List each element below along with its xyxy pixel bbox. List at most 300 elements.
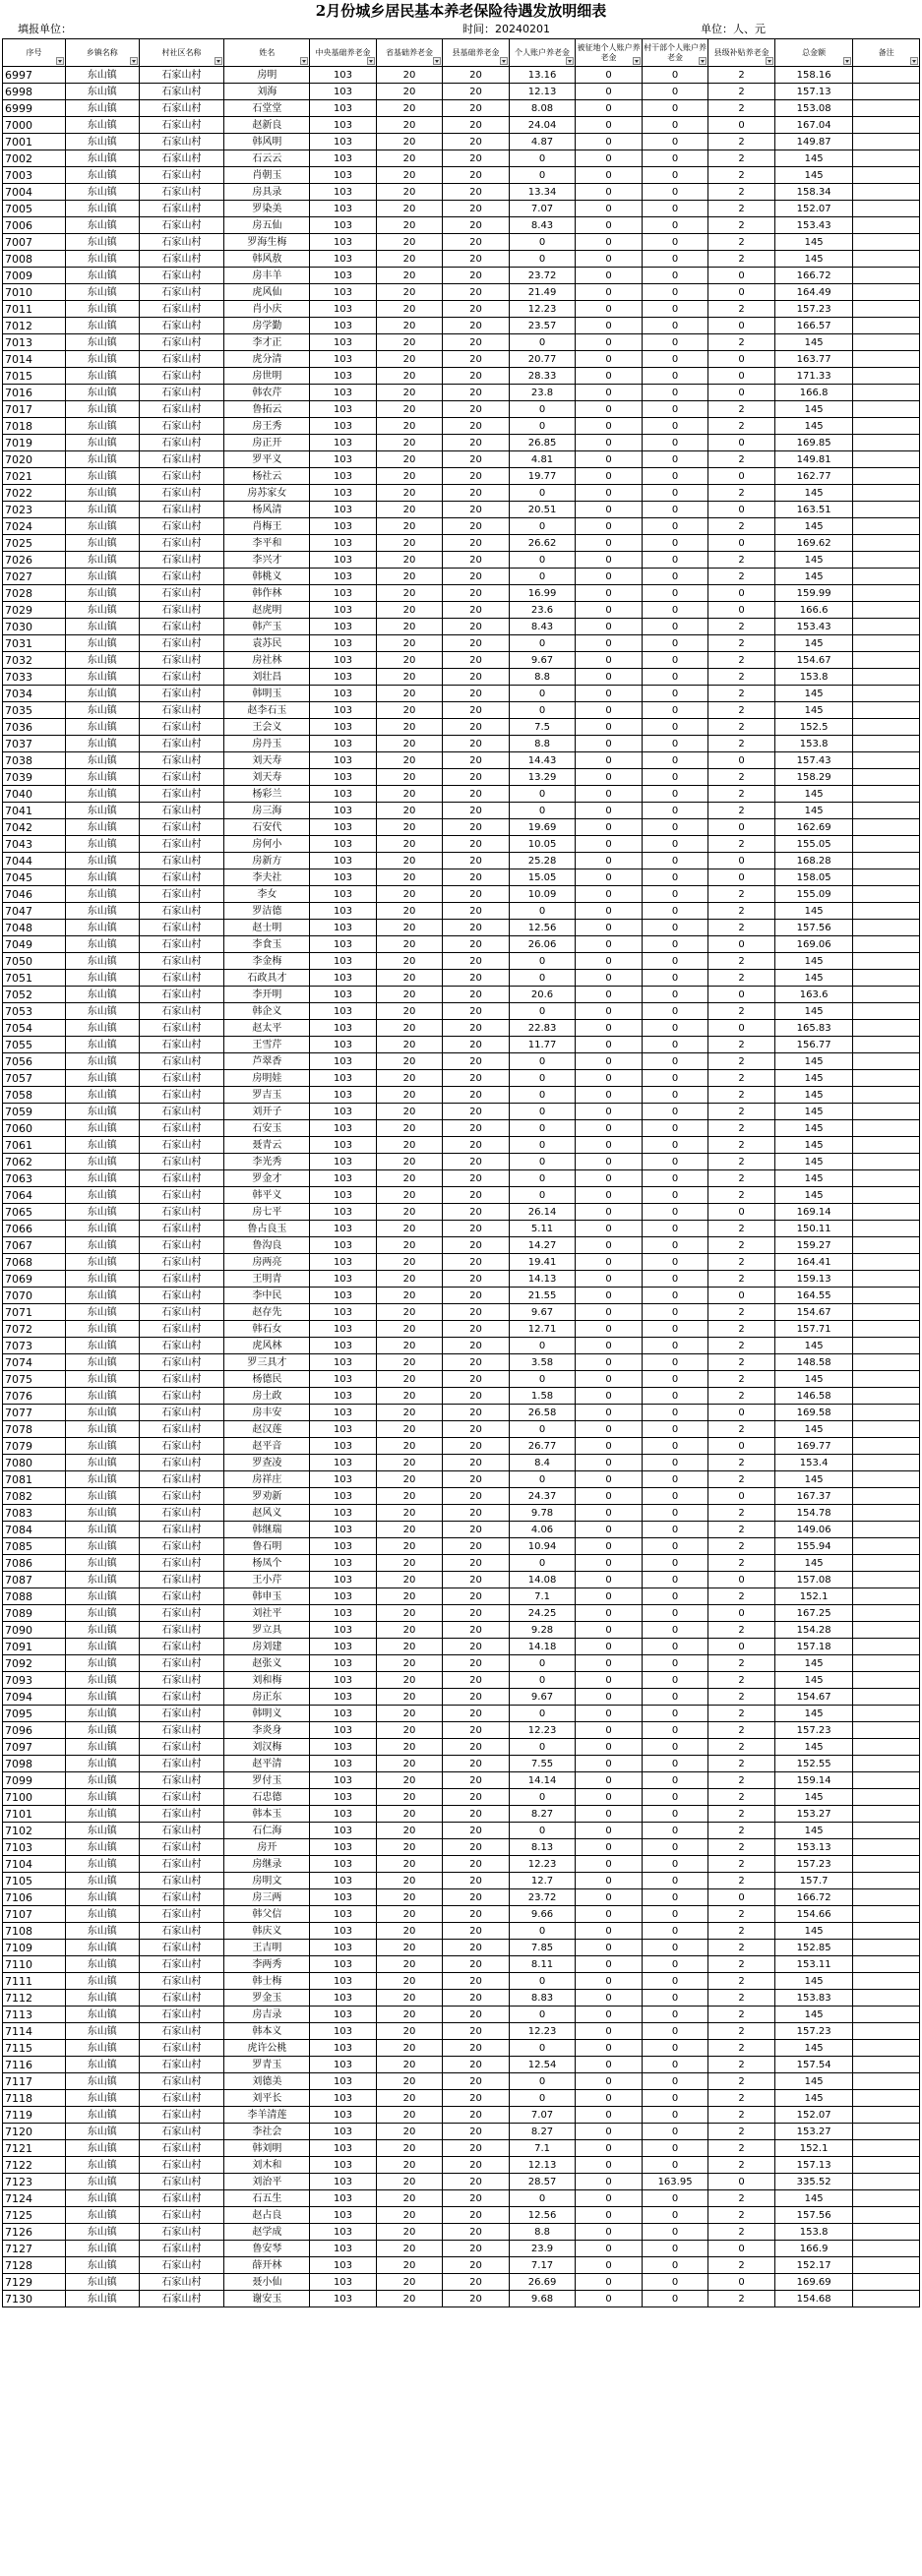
- personal-account-pension-cell: 5.11: [509, 1221, 576, 1237]
- table-row: [3, 1288, 920, 1304]
- land-acquired-pension-cell: 0: [576, 1003, 643, 1020]
- land-acquired-pension-cell: 0: [576, 2224, 643, 2241]
- person-name-cell: 罗金玉: [224, 1990, 310, 2007]
- table-row: [3, 268, 920, 284]
- county-subsidy-cell: 2: [708, 920, 775, 936]
- person-name-cell: 李炎身: [224, 1722, 310, 1739]
- column-header-label: 备注: [878, 47, 894, 57]
- person-name-cell: 韩作林: [224, 585, 310, 602]
- column-header[interactable]: [3, 39, 66, 67]
- personal-account-pension-cell: 12.23: [509, 301, 576, 318]
- seq-number-cell: 7025: [3, 535, 66, 552]
- town-name-cell: 东山镇: [65, 502, 139, 518]
- county-pension-cell: 20: [443, 1572, 510, 1588]
- provincial-pension-cell: 20: [376, 1806, 443, 1823]
- remarks-cell: [853, 1756, 920, 1772]
- town-name-cell: 东山镇: [65, 1555, 139, 1572]
- county-pension-cell: 20: [443, 1421, 510, 1438]
- column-header[interactable]: [509, 39, 576, 67]
- provincial-pension-cell: 20: [376, 268, 443, 284]
- village-cadre-pension-cell: 0: [642, 1037, 708, 1053]
- person-name-cell: 房王秀: [224, 418, 310, 435]
- village-cadre-pension-cell: 0: [642, 1271, 708, 1288]
- person-name-cell: 聂青云: [224, 1137, 310, 1154]
- remarks-cell: [853, 619, 920, 635]
- provincial-pension-cell: 20: [376, 1990, 443, 2007]
- village-name-cell: 石家山村: [139, 1187, 224, 1204]
- column-header[interactable]: [853, 39, 920, 67]
- land-acquired-pension-cell: 0: [576, 1572, 643, 1588]
- town-name-cell: 东山镇: [65, 987, 139, 1003]
- village-name-cell: 石家山村: [139, 1873, 224, 1889]
- town-name-cell: 东山镇: [65, 535, 139, 552]
- provincial-pension-cell: 20: [376, 1221, 443, 1237]
- provincial-pension-cell: 20: [376, 167, 443, 184]
- remarks-cell: [853, 1655, 920, 1672]
- central-pension-cell: 103: [310, 268, 377, 284]
- county-pension-cell: 20: [443, 1639, 510, 1655]
- remarks-cell: [853, 418, 920, 435]
- total-amount-cell: 152.85: [774, 1940, 853, 1956]
- land-acquired-pension-cell: 0: [576, 518, 643, 535]
- county-pension-cell: 20: [443, 1588, 510, 1605]
- central-pension-cell: 103: [310, 1588, 377, 1605]
- county-pension-cell: 20: [443, 1706, 510, 1722]
- person-name-cell: 石云云: [224, 150, 310, 167]
- central-pension-cell: 103: [310, 2007, 377, 2023]
- town-name-cell: 东山镇: [65, 468, 139, 485]
- person-name-cell: 罗付玉: [224, 1772, 310, 1789]
- table-row: [3, 1639, 920, 1655]
- village-name-cell: 石家山村: [139, 318, 224, 334]
- village-cadre-pension-cell: 0: [642, 602, 708, 619]
- remarks-cell: [853, 1120, 920, 1137]
- village-name-cell: 石家山村: [139, 2023, 224, 2040]
- provincial-pension-cell: 20: [376, 184, 443, 201]
- total-amount-cell: 145: [774, 903, 853, 920]
- personal-account-pension-cell: 0: [509, 1471, 576, 1488]
- person-name-cell: 韩庆义: [224, 1923, 310, 1940]
- village-cadre-pension-cell: 0: [642, 1371, 708, 1388]
- total-amount-cell: 145: [774, 1170, 853, 1187]
- provincial-pension-cell: 20: [376, 2224, 443, 2241]
- total-amount-cell: 152.1: [774, 1588, 853, 1605]
- central-pension-cell: 103: [310, 1639, 377, 1655]
- provincial-pension-cell: 20: [376, 2291, 443, 2307]
- column-header-label: 中央基础养老金: [315, 47, 371, 57]
- town-name-cell: 东山镇: [65, 836, 139, 853]
- town-name-cell: 东山镇: [65, 435, 139, 451]
- table-row: [3, 1538, 920, 1555]
- seq-number-cell: 7048: [3, 920, 66, 936]
- personal-account-pension-cell: 20.77: [509, 351, 576, 368]
- village-cadre-pension-cell: 0: [642, 1538, 708, 1555]
- provincial-pension-cell: 20: [376, 2241, 443, 2257]
- column-header-label: 被征地个人账户养老金: [577, 42, 641, 62]
- seq-number-cell: 7101: [3, 1806, 66, 1823]
- village-name-cell: 石家山村: [139, 1722, 224, 1739]
- village-name-cell: 石家山村: [139, 201, 224, 217]
- land-acquired-pension-cell: 0: [576, 1522, 643, 1538]
- county-pension-cell: 20: [443, 1689, 510, 1706]
- central-pension-cell: 103: [310, 2174, 377, 2190]
- county-subsidy-cell: 2: [708, 1170, 775, 1187]
- total-amount-cell: 145: [774, 2073, 853, 2090]
- total-amount-cell: 145: [774, 1555, 853, 1572]
- town-name-cell: 东山镇: [65, 2040, 139, 2057]
- personal-account-pension-cell: 13.16: [509, 67, 576, 84]
- table-row: [3, 2073, 920, 2090]
- provincial-pension-cell: 20: [376, 318, 443, 334]
- total-amount-cell: 145: [774, 1672, 853, 1689]
- total-amount-cell: 163.77: [774, 351, 853, 368]
- provincial-pension-cell: 20: [376, 435, 443, 451]
- filter-dropdown-icon[interactable]: [130, 57, 138, 65]
- county-pension-cell: 20: [443, 1120, 510, 1137]
- person-name-cell: 韩明玉: [224, 686, 310, 702]
- remarks-cell: [853, 368, 920, 385]
- village-cadre-pension-cell: 0: [642, 669, 708, 686]
- table-row: [3, 2057, 920, 2073]
- remarks-cell: [853, 1070, 920, 1087]
- central-pension-cell: 103: [310, 1756, 377, 1772]
- personal-account-pension-cell: 7.55: [509, 1756, 576, 1772]
- village-name-cell: 石家山村: [139, 1204, 224, 1221]
- village-cadre-pension-cell: 0: [642, 1321, 708, 1338]
- table-row: [3, 1940, 920, 1956]
- central-pension-cell: 103: [310, 1154, 377, 1170]
- total-amount-cell: 166.72: [774, 1889, 853, 1906]
- table-row: [3, 100, 920, 117]
- total-amount-cell: 145: [774, 1471, 853, 1488]
- county-pension-cell: 20: [443, 284, 510, 301]
- person-name-cell: 王明青: [224, 1271, 310, 1288]
- personal-account-pension-cell: 0: [509, 234, 576, 251]
- person-name-cell: 韩本玉: [224, 1806, 310, 1823]
- central-pension-cell: 103: [310, 1672, 377, 1689]
- village-name-cell: 石家山村: [139, 987, 224, 1003]
- person-name-cell: 韩申玉: [224, 1588, 310, 1605]
- provincial-pension-cell: 20: [376, 1522, 443, 1538]
- total-amount-cell: 145: [774, 803, 853, 819]
- remarks-cell: [853, 1154, 920, 1170]
- column-header[interactable]: [443, 39, 510, 67]
- provincial-pension-cell: 20: [376, 1572, 443, 1588]
- provincial-pension-cell: 20: [376, 552, 443, 569]
- remarks-cell: [853, 719, 920, 736]
- provincial-pension-cell: 20: [376, 903, 443, 920]
- central-pension-cell: 103: [310, 201, 377, 217]
- village-name-cell: 石家山村: [139, 234, 224, 251]
- provincial-pension-cell: 20: [376, 1973, 443, 1990]
- seq-number-cell: 7063: [3, 1170, 66, 1187]
- county-pension-cell: 20: [443, 301, 510, 318]
- county-pension-cell: 20: [443, 1020, 510, 1037]
- remarks-cell: [853, 886, 920, 903]
- total-amount-cell: 157.23: [774, 2023, 853, 2040]
- time-label: 时间：20240201: [462, 23, 550, 35]
- village-name-cell: 石家山村: [139, 869, 224, 886]
- central-pension-cell: 103: [310, 284, 377, 301]
- personal-account-pension-cell: 8.13: [509, 1839, 576, 1856]
- personal-account-pension-cell: 24.25: [509, 1605, 576, 1622]
- county-subsidy-cell: 2: [708, 2057, 775, 2073]
- column-header-label: 总金额: [802, 47, 827, 57]
- seq-number-cell: 7039: [3, 769, 66, 786]
- column-header[interactable]: [139, 39, 224, 67]
- filter-dropdown-icon[interactable]: [566, 57, 574, 65]
- land-acquired-pension-cell: 0: [576, 150, 643, 167]
- remarks-cell: [853, 1321, 920, 1338]
- column-header[interactable]: [708, 39, 775, 67]
- town-name-cell: 东山镇: [65, 1672, 139, 1689]
- town-name-cell: 东山镇: [65, 886, 139, 903]
- provincial-pension-cell: 20: [376, 1789, 443, 1806]
- filter-dropdown-icon[interactable]: [910, 57, 918, 65]
- seq-number-cell: 7086: [3, 1555, 66, 1572]
- column-header[interactable]: [576, 39, 643, 67]
- personal-account-pension-cell: 0: [509, 334, 576, 351]
- village-name-cell: 石家山村: [139, 1455, 224, 1471]
- provincial-pension-cell: 20: [376, 1237, 443, 1254]
- remarks-cell: [853, 1522, 920, 1538]
- filter-dropdown-icon[interactable]: [300, 57, 308, 65]
- village-cadre-pension-cell: 0: [642, 1889, 708, 1906]
- total-amount-cell: 157.08: [774, 1572, 853, 1588]
- total-amount-cell: 154.67: [774, 652, 853, 669]
- land-acquired-pension-cell: 0: [576, 2073, 643, 2090]
- town-name-cell: 东山镇: [65, 418, 139, 435]
- seq-number-cell: 7109: [3, 1940, 66, 1956]
- central-pension-cell: 103: [310, 1505, 377, 1522]
- personal-account-pension-cell: 0: [509, 953, 576, 970]
- total-amount-cell: 169.06: [774, 936, 853, 953]
- filter-dropdown-icon[interactable]: [699, 57, 707, 65]
- provincial-pension-cell: 20: [376, 2190, 443, 2207]
- total-amount-cell: 145: [774, 1739, 853, 1756]
- land-acquired-pension-cell: 0: [576, 451, 643, 468]
- seq-number-cell: 7029: [3, 602, 66, 619]
- village-cadre-pension-cell: 0: [642, 2274, 708, 2291]
- filter-dropdown-icon[interactable]: [433, 57, 441, 65]
- village-name-cell: 石家山村: [139, 401, 224, 418]
- central-pension-cell: 103: [310, 518, 377, 535]
- person-name-cell: 鲁安琴: [224, 2241, 310, 2257]
- person-name-cell: 罗吉玉: [224, 1087, 310, 1104]
- central-pension-cell: 103: [310, 2157, 377, 2174]
- village-name-cell: 石家山村: [139, 2124, 224, 2140]
- person-name-cell: 刘天寿: [224, 752, 310, 769]
- filter-dropdown-icon[interactable]: [215, 57, 222, 65]
- central-pension-cell: 103: [310, 903, 377, 920]
- column-header[interactable]: [376, 39, 443, 67]
- land-acquired-pension-cell: 0: [576, 401, 643, 418]
- column-header[interactable]: [642, 39, 708, 67]
- town-name-cell: 东山镇: [65, 2190, 139, 2207]
- filter-dropdown-icon[interactable]: [500, 57, 508, 65]
- remarks-cell: [853, 1672, 920, 1689]
- town-name-cell: 东山镇: [65, 268, 139, 284]
- county-pension-cell: 20: [443, 1622, 510, 1639]
- filter-dropdown-icon[interactable]: [56, 57, 64, 65]
- village-name-cell: 石家山村: [139, 1689, 224, 1706]
- seq-number-cell: 7117: [3, 2073, 66, 2090]
- personal-account-pension-cell: 0: [509, 485, 576, 502]
- person-name-cell: 罗劝新: [224, 1488, 310, 1505]
- central-pension-cell: 103: [310, 552, 377, 569]
- provincial-pension-cell: 20: [376, 2107, 443, 2124]
- remarks-cell: [853, 334, 920, 351]
- town-name-cell: 东山镇: [65, 1655, 139, 1672]
- table-row: [3, 2241, 920, 2257]
- village-cadre-pension-cell: 0: [642, 1471, 708, 1488]
- person-name-cell: 房三两: [224, 1889, 310, 1906]
- town-name-cell: 东山镇: [65, 334, 139, 351]
- village-cadre-pension-cell: 0: [642, 635, 708, 652]
- land-acquired-pension-cell: 0: [576, 1605, 643, 1622]
- person-name-cell: 鲁占良玉: [224, 1221, 310, 1237]
- provincial-pension-cell: 20: [376, 569, 443, 585]
- land-acquired-pension-cell: 0: [576, 1538, 643, 1555]
- remarks-cell: [853, 1706, 920, 1722]
- total-amount-cell: 152.5: [774, 719, 853, 736]
- provincial-pension-cell: 20: [376, 702, 443, 719]
- central-pension-cell: 103: [310, 167, 377, 184]
- column-header[interactable]: [310, 39, 377, 67]
- village-cadre-pension-cell: 0: [642, 385, 708, 401]
- town-name-cell: 东山镇: [65, 1254, 139, 1271]
- village-cadre-pension-cell: 0: [642, 1288, 708, 1304]
- filter-dropdown-icon[interactable]: [843, 57, 851, 65]
- county-pension-cell: 20: [443, 1973, 510, 1990]
- column-header[interactable]: [224, 39, 310, 67]
- village-cadre-pension-cell: 0: [642, 2107, 708, 2124]
- seq-number-cell: 7065: [3, 1204, 66, 1221]
- county-subsidy-cell: 2: [708, 2190, 775, 2207]
- person-name-cell: 王会义: [224, 719, 310, 736]
- town-name-cell: 东山镇: [65, 1405, 139, 1421]
- village-cadre-pension-cell: 0: [642, 1873, 708, 1889]
- provincial-pension-cell: 20: [376, 2274, 443, 2291]
- person-name-cell: 房丹玉: [224, 736, 310, 752]
- provincial-pension-cell: 20: [376, 251, 443, 268]
- county-subsidy-cell: 2: [708, 334, 775, 351]
- land-acquired-pension-cell: 0: [576, 1639, 643, 1655]
- personal-account-pension-cell: 12.71: [509, 1321, 576, 1338]
- total-amount-cell: 153.08: [774, 100, 853, 117]
- person-name-cell: 罗海生梅: [224, 234, 310, 251]
- personal-account-pension-cell: 22.83: [509, 1020, 576, 1037]
- personal-account-pension-cell: 7.85: [509, 1940, 576, 1956]
- personal-account-pension-cell: 21.49: [509, 284, 576, 301]
- seq-number-cell: 7019: [3, 435, 66, 451]
- town-name-cell: 东山镇: [65, 1706, 139, 1722]
- village-cadre-pension-cell: 0: [642, 485, 708, 502]
- central-pension-cell: 103: [310, 1237, 377, 1254]
- table-row: [3, 1187, 920, 1204]
- remarks-cell: [853, 853, 920, 869]
- central-pension-cell: 103: [310, 301, 377, 318]
- town-name-cell: 东山镇: [65, 1455, 139, 1471]
- seq-number-cell: 7050: [3, 953, 66, 970]
- column-header[interactable]: [774, 39, 853, 67]
- county-pension-cell: 20: [443, 1505, 510, 1522]
- personal-account-pension-cell: 24.04: [509, 117, 576, 134]
- remarks-cell: [853, 184, 920, 201]
- town-name-cell: 东山镇: [65, 552, 139, 569]
- seq-number-cell: 7087: [3, 1572, 66, 1588]
- village-name-cell: 石家山村: [139, 836, 224, 853]
- total-amount-cell: 157.56: [774, 920, 853, 936]
- column-header[interactable]: [65, 39, 139, 67]
- county-subsidy-cell: 2: [708, 1120, 775, 1137]
- seq-number-cell: 7028: [3, 585, 66, 602]
- central-pension-cell: 103: [310, 1170, 377, 1187]
- total-amount-cell: 145: [774, 786, 853, 803]
- county-subsidy-cell: 2: [708, 1856, 775, 1873]
- provincial-pension-cell: 20: [376, 334, 443, 351]
- personal-account-pension-cell: 0: [509, 251, 576, 268]
- table-row: [3, 435, 920, 451]
- county-subsidy-cell: 0: [708, 385, 775, 401]
- person-name-cell: 虎分清: [224, 351, 310, 368]
- table-row: [3, 1789, 920, 1806]
- provincial-pension-cell: 20: [376, 920, 443, 936]
- seq-number-cell: 7027: [3, 569, 66, 585]
- town-name-cell: 东山镇: [65, 920, 139, 936]
- county-subsidy-cell: 2: [708, 1137, 775, 1154]
- person-name-cell: 韩士梅: [224, 1973, 310, 1990]
- central-pension-cell: 103: [310, 652, 377, 669]
- filter-dropdown-icon[interactable]: [766, 57, 773, 65]
- provincial-pension-cell: 20: [376, 134, 443, 150]
- county-pension-cell: 20: [443, 150, 510, 167]
- central-pension-cell: 103: [310, 217, 377, 234]
- county-pension-cell: 20: [443, 853, 510, 869]
- village-cadre-pension-cell: 0: [642, 1973, 708, 1990]
- county-subsidy-cell: 2: [708, 2090, 775, 2107]
- filter-dropdown-icon[interactable]: [633, 57, 641, 65]
- person-name-cell: 韩风敖: [224, 251, 310, 268]
- county-pension-cell: 20: [443, 1522, 510, 1538]
- filter-dropdown-icon[interactable]: [367, 57, 375, 65]
- county-pension-cell: 20: [443, 2291, 510, 2307]
- land-acquired-pension-cell: 0: [576, 1187, 643, 1204]
- person-name-cell: 赵李石玉: [224, 702, 310, 719]
- total-amount-cell: 153.8: [774, 669, 853, 686]
- county-pension-cell: 20: [443, 1187, 510, 1204]
- person-name-cell: 鲁沟良: [224, 1237, 310, 1254]
- table-row: [3, 1371, 920, 1388]
- column-header-label: 村社区名称: [161, 47, 202, 57]
- provincial-pension-cell: 20: [376, 1605, 443, 1622]
- table-row: [3, 1839, 920, 1856]
- remarks-cell: [853, 1137, 920, 1154]
- remarks-cell: [853, 1338, 920, 1354]
- county-subsidy-cell: 2: [708, 1873, 775, 1889]
- central-pension-cell: 103: [310, 869, 377, 886]
- land-acquired-pension-cell: 0: [576, 1204, 643, 1221]
- county-subsidy-cell: 2: [708, 1321, 775, 1338]
- table-row: [3, 1739, 920, 1756]
- county-pension-cell: 20: [443, 451, 510, 468]
- land-acquired-pension-cell: 0: [576, 920, 643, 936]
- table-row: [3, 1321, 920, 1338]
- personal-account-pension-cell: 0: [509, 1003, 576, 1020]
- land-acquired-pension-cell: 0: [576, 1304, 643, 1321]
- provincial-pension-cell: 20: [376, 736, 443, 752]
- seq-number-cell: 7000: [3, 117, 66, 134]
